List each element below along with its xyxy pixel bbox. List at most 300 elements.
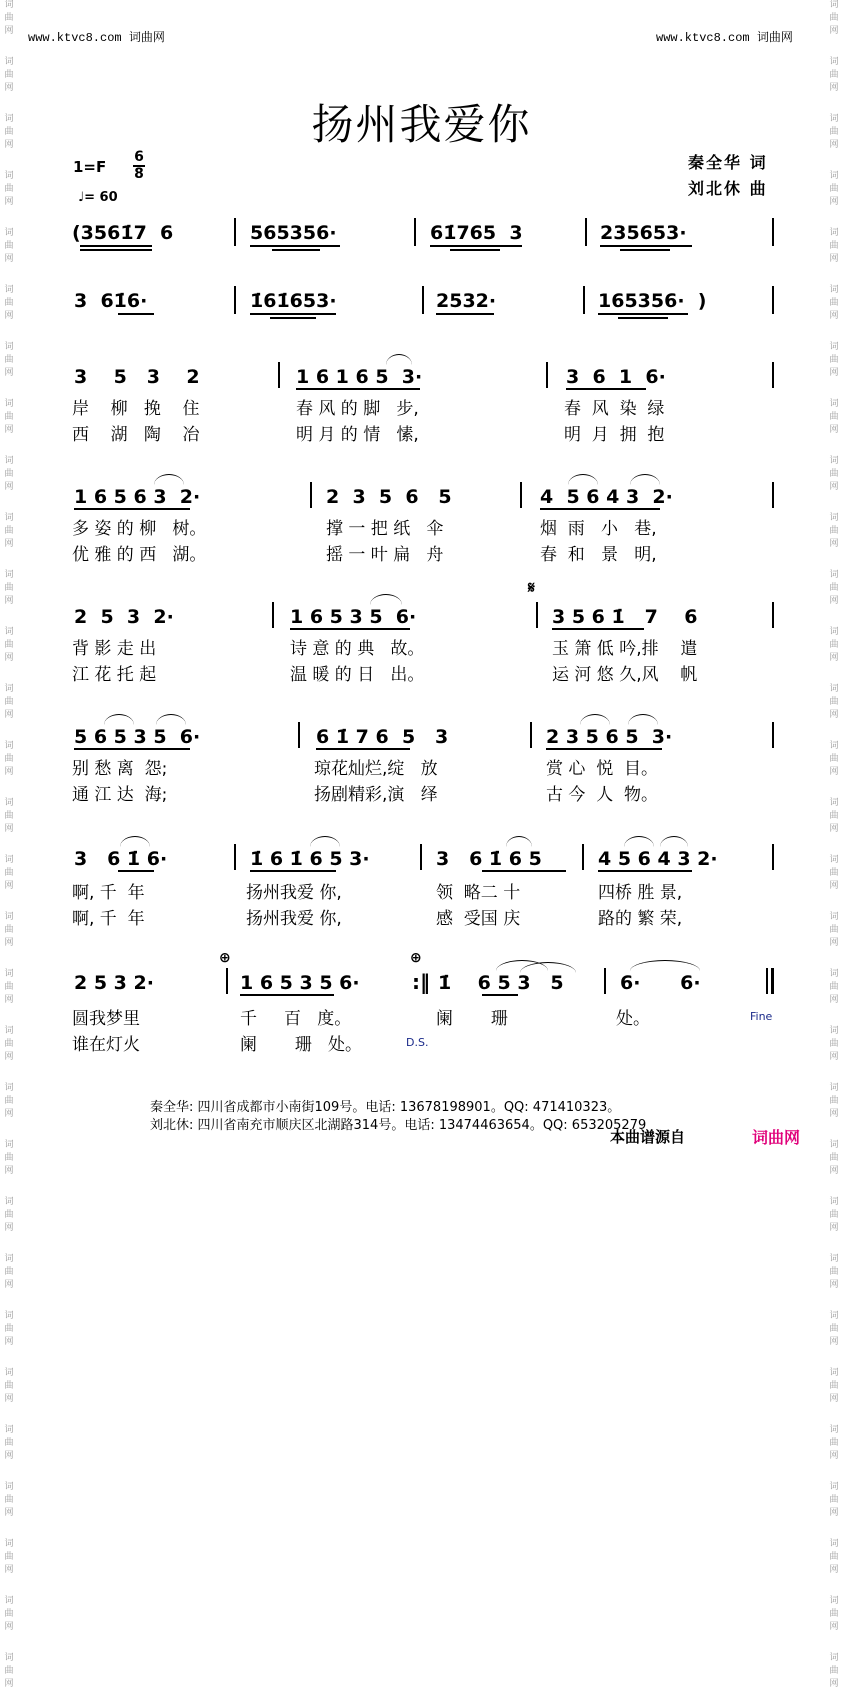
beam <box>272 249 320 251</box>
key-signature: 1=F <box>73 158 107 176</box>
barline <box>520 482 522 508</box>
watermark-glyph: 曲 <box>829 469 839 479</box>
watermark-glyph: 词 <box>829 513 839 523</box>
watermark-glyph: 曲 <box>829 1153 839 1163</box>
system3-lyric2-m3: 明 月 拥 抱 <box>564 425 665 445</box>
watermark-glyph: 词 <box>4 1197 14 1207</box>
watermark-glyph: 网 <box>829 710 839 720</box>
lyricist: 秦全华 词 <box>688 153 768 172</box>
watermark-glyph: 词 <box>829 1368 839 1378</box>
watermark-glyph: 曲 <box>4 241 14 251</box>
system5-measure2: 1 6 5 3 5 6· <box>290 606 417 628</box>
beam <box>80 245 152 247</box>
system6-lyric2-m3: 古 今 人 物。 <box>546 785 659 805</box>
barline <box>585 218 587 246</box>
watermark-glyph: 曲 <box>4 1267 14 1277</box>
watermark-glyph: 网 <box>829 1337 839 1347</box>
system3-lyric1-m3: 春 风 染 绿 <box>564 399 665 419</box>
watermark-glyph: 曲 <box>4 982 14 992</box>
watermark-gap <box>2 666 16 682</box>
system8-measure4: 6· 6· <box>620 972 701 994</box>
beam <box>316 748 410 750</box>
watermark-glyph: 词 <box>4 741 14 751</box>
watermark-glyph: 网 <box>829 1280 839 1290</box>
barline <box>536 602 538 628</box>
system7-measure2: 1̇ 6 1̇ 6 5 3· <box>250 848 370 870</box>
watermark-glyph: 曲 <box>829 583 839 593</box>
composer: 刘北休 曲 <box>688 179 768 198</box>
tie <box>630 960 700 971</box>
watermark-glyph: 词 <box>4 513 14 523</box>
watermark-glyph: 词 <box>829 741 839 751</box>
watermark-glyph: 网 <box>4 767 14 777</box>
system5-lyric2-m1: 江 花 托 起 <box>72 665 157 685</box>
final-barline-thin <box>766 968 768 994</box>
watermark-gap <box>827 1293 841 1309</box>
watermark-glyph: 曲 <box>829 754 839 764</box>
watermark-glyph: 网 <box>4 1223 14 1233</box>
system6-lyric1-m2: 琼花灿烂,绽 放 <box>314 759 438 779</box>
beam <box>436 313 494 315</box>
watermark-glyph: 网 <box>829 824 839 834</box>
watermark-glyph: 词 <box>829 1026 839 1036</box>
system7-lyric1-m1: 啊, 千 年 <box>72 883 145 903</box>
watermark-glyph: 词 <box>829 1311 839 1321</box>
system2-measure4: 165356· ) <box>598 290 707 312</box>
system3-lyric1-m2: 春 风 的 脚 步, <box>296 399 419 419</box>
barline <box>772 844 774 870</box>
system7-lyric2-m3: 感 受国 庆 <box>436 909 521 929</box>
watermark-glyph: 曲 <box>829 355 839 365</box>
system3-measure2: 1 6 1 6 5 3· <box>296 366 423 388</box>
watermark-glyph: 词 <box>4 627 14 637</box>
system5-lyric1-m2: 诗 意 的 典 故。 <box>290 639 425 659</box>
site-url-right[interactable]: www.ktvc8.com 词曲网 <box>656 31 793 45</box>
watermark-glyph: 曲 <box>4 1438 14 1448</box>
slur <box>630 474 660 485</box>
watermark-gap <box>827 153 841 169</box>
watermark-gap <box>827 1065 841 1081</box>
watermark-glyph: 曲 <box>4 1381 14 1391</box>
system8-lyric2-m2: 阑 珊 处。 <box>240 1035 363 1055</box>
barline <box>278 362 280 388</box>
watermark-gap <box>827 894 841 910</box>
watermark-glyph: 曲 <box>829 70 839 80</box>
system4-measure1: 1 6 5 6 3 2· <box>74 486 201 508</box>
watermark-glyph: 词 <box>829 171 839 181</box>
watermark-gap <box>827 438 841 454</box>
watermark-glyph: 曲 <box>829 184 839 194</box>
watermark-glyph: 曲 <box>4 811 14 821</box>
beam <box>118 870 154 872</box>
system1-measure1: (3561̇7 6 <box>72 222 174 244</box>
beam <box>74 748 190 750</box>
watermark-gap <box>2 39 16 55</box>
watermark-glyph: 词 <box>4 171 14 181</box>
watermark-glyph: 网 <box>4 83 14 93</box>
watermark-glyph: 词 <box>829 57 839 67</box>
system2-measure3: 2532· <box>436 290 497 312</box>
watermark-glyph: 网 <box>4 368 14 378</box>
watermark-glyph: 词 <box>4 342 14 352</box>
beam <box>598 870 692 872</box>
system4-lyric1-m2: 撑 一 把 纸 伞 <box>326 519 444 539</box>
watermark-glyph: 网 <box>829 1451 839 1461</box>
watermark-glyph: 曲 <box>829 1096 839 1106</box>
watermark-gap <box>2 495 16 511</box>
watermark-glyph: 网 <box>4 1451 14 1461</box>
system8-lyric1-m4: 处。 <box>616 1009 650 1029</box>
watermark-gap <box>2 552 16 568</box>
watermark-gap <box>2 1236 16 1252</box>
watermark-glyph: 曲 <box>4 526 14 536</box>
slur <box>568 474 598 485</box>
system7-measure1: 3 6 1̇ 6· <box>74 848 168 870</box>
watermark-glyph: 网 <box>829 140 839 150</box>
watermark-glyph: 网 <box>829 1622 839 1632</box>
watermark-glyph: 网 <box>4 881 14 891</box>
watermark-glyph: 词 <box>829 627 839 637</box>
watermark-glyph: 网 <box>829 539 839 549</box>
watermark-glyph: 网 <box>4 539 14 549</box>
watermark-gap <box>2 1179 16 1195</box>
slur <box>660 836 688 847</box>
beam <box>598 313 688 315</box>
watermark-glyph: 网 <box>829 1109 839 1119</box>
barline <box>414 218 416 246</box>
coda-mark: ⊕ <box>219 950 231 966</box>
watermark-glyph: 网 <box>4 1394 14 1404</box>
slur <box>628 714 658 725</box>
watermark-glyph: 词 <box>4 114 14 124</box>
barline <box>772 218 774 246</box>
watermark-glyph: 词 <box>4 855 14 865</box>
slur <box>506 836 532 847</box>
watermark-glyph: 网 <box>4 425 14 435</box>
watermark-glyph: 曲 <box>4 697 14 707</box>
watermark-glyph: 词 <box>4 1653 14 1663</box>
ds-mark: D.S. <box>406 1036 429 1049</box>
watermark-glyph: 网 <box>829 368 839 378</box>
watermark-gap <box>2 210 16 226</box>
watermark-glyph: 曲 <box>4 1666 14 1676</box>
watermark-glyph: 曲 <box>829 1438 839 1448</box>
system6-measure3: 2 3 5 6 5 3· <box>546 726 673 748</box>
watermark-glyph: 网 <box>829 311 839 321</box>
watermark-gap <box>2 609 16 625</box>
beam <box>482 994 518 996</box>
watermark-gap <box>827 1122 841 1138</box>
barline <box>582 844 584 870</box>
watermark-glyph: 曲 <box>829 640 839 650</box>
watermark-glyph: 词 <box>4 228 14 238</box>
watermark-glyph: 曲 <box>4 70 14 80</box>
watermark-glyph: 网 <box>4 1337 14 1347</box>
watermark-glyph: 网 <box>829 83 839 93</box>
time-signature <box>133 150 145 182</box>
watermark-gap <box>827 1521 841 1537</box>
watermark-gap <box>2 1521 16 1537</box>
beam <box>600 245 692 247</box>
watermark-gap <box>827 1464 841 1480</box>
watermark-gap <box>2 1293 16 1309</box>
slur <box>310 836 340 847</box>
watermark-glyph: 词 <box>4 1539 14 1549</box>
watermark-glyph: 网 <box>4 26 14 36</box>
system1-measure4: 235653· <box>600 222 687 244</box>
watermark-glyph: 网 <box>829 881 839 891</box>
watermark-gap <box>2 1692 16 1708</box>
watermark-glyph: 曲 <box>829 1552 839 1562</box>
watermark-glyph: 词 <box>829 285 839 295</box>
barline <box>772 482 774 508</box>
watermark-glyph: 词 <box>829 399 839 409</box>
watermark-glyph: 网 <box>4 1508 14 1518</box>
watermark-glyph: 曲 <box>4 754 14 764</box>
watermark-glyph: 曲 <box>4 13 14 23</box>
system4-measure2: 2 3 5 6 5 <box>326 486 452 508</box>
barline <box>422 286 424 314</box>
system8-lyric2-m1: 谁在灯火 <box>72 1035 140 1055</box>
watermark-glyph: 词 <box>4 912 14 922</box>
watermark-glyph: 曲 <box>829 1381 839 1391</box>
watermark-glyph: 网 <box>4 1679 14 1689</box>
watermark-glyph: 网 <box>829 254 839 264</box>
watermark-glyph: 词 <box>829 912 839 922</box>
watermark-glyph: 曲 <box>829 1039 839 1049</box>
watermark-glyph: 词 <box>829 1482 839 1492</box>
watermark-glyph: 曲 <box>4 412 14 422</box>
watermark-glyph: 词 <box>829 1140 839 1150</box>
watermark-glyph: 网 <box>4 1109 14 1119</box>
watermark-gap <box>2 381 16 397</box>
watermark-gap <box>827 1179 841 1195</box>
watermark-glyph: 曲 <box>829 697 839 707</box>
watermark-glyph: 网 <box>4 995 14 1005</box>
beam <box>80 249 152 251</box>
watermark-glyph: 词 <box>829 1425 839 1435</box>
watermark-glyph: 曲 <box>4 184 14 194</box>
beam <box>430 245 522 247</box>
watermark-glyph: 网 <box>4 938 14 948</box>
system1-measure2: 565356· <box>250 222 337 244</box>
watermark-gap <box>2 780 16 796</box>
right-watermark-strip <box>827 0 841 1689</box>
watermark-glyph: 网 <box>829 1565 839 1575</box>
beam <box>270 317 316 319</box>
watermark-glyph: 曲 <box>829 1495 839 1505</box>
watermark-gap <box>827 780 841 796</box>
system3-lyric2-m2: 明 月 的 情 愫, <box>296 425 419 445</box>
beam <box>552 628 644 630</box>
watermark-glyph: 词 <box>829 969 839 979</box>
watermark-glyph: 曲 <box>829 127 839 137</box>
watermark-glyph: 网 <box>4 482 14 492</box>
watermark-gap <box>2 951 16 967</box>
tempo-value: = 60 <box>84 190 118 205</box>
watermark-glyph: 网 <box>829 596 839 606</box>
barline <box>234 218 236 246</box>
system5-measure1: 2 5 3 2· <box>74 606 174 628</box>
watermark-gap <box>2 1350 16 1366</box>
watermark-gap <box>827 267 841 283</box>
watermark-gap <box>827 1350 841 1366</box>
system5-lyric2-m3: 运 河 悠 久,风 帆 <box>552 665 698 685</box>
barline <box>772 722 774 748</box>
system2-measure1: 3 61̇6· <box>74 290 148 312</box>
watermark-glyph: 曲 <box>829 868 839 878</box>
watermark-glyph: 曲 <box>829 1666 839 1676</box>
system6-measure2: 6 1̇ 7 6 5 3 <box>316 726 449 748</box>
watermark-gap <box>2 1008 16 1024</box>
beam <box>566 388 646 390</box>
watermark-glyph: 网 <box>829 197 839 207</box>
beam <box>450 249 500 251</box>
watermark-glyph: 词 <box>4 456 14 466</box>
system1-measure3: 61̇765 3 <box>430 222 523 244</box>
watermark-glyph: 词 <box>4 684 14 694</box>
barline <box>272 602 274 628</box>
system3-lyric1-m1: 岸 柳 挽 住 <box>72 399 200 419</box>
system8-lyric1-m1: 圆我梦里 <box>72 1009 140 1029</box>
watermark-glyph: 曲 <box>4 925 14 935</box>
watermark-glyph: 曲 <box>4 1495 14 1505</box>
system8-measure3: 1̇ 6 5 3 5 <box>438 972 564 994</box>
watermark-glyph: 曲 <box>4 1609 14 1619</box>
watermark-glyph: 曲 <box>4 583 14 593</box>
watermark-glyph: 网 <box>4 197 14 207</box>
system5-lyric1-m1: 背 影 走 出 <box>72 639 157 659</box>
watermark-gap <box>827 951 841 967</box>
watermark-glyph: 曲 <box>829 982 839 992</box>
watermark-glyph: 曲 <box>829 1267 839 1277</box>
barline <box>772 286 774 314</box>
watermark-glyph: 网 <box>829 995 839 1005</box>
beam <box>250 245 340 247</box>
system8-measure1: 2 5 3 2· <box>74 972 154 994</box>
system6-lyric2-m1: 通 江 达 海; <box>72 785 168 805</box>
watermark-glyph: 曲 <box>4 469 14 479</box>
watermark-glyph: 网 <box>829 26 839 36</box>
watermark-glyph: 网 <box>829 1052 839 1062</box>
watermark-gap <box>827 324 841 340</box>
watermark-glyph: 词 <box>4 570 14 580</box>
watermark-glyph: 网 <box>829 653 839 663</box>
watermark-glyph: 词 <box>4 1596 14 1606</box>
watermark-gap <box>827 609 841 625</box>
watermark-glyph: 网 <box>829 938 839 948</box>
watermark-glyph: 网 <box>4 824 14 834</box>
watermark-glyph: 词 <box>829 342 839 352</box>
watermark-glyph: 词 <box>829 228 839 238</box>
system7-measure4: 4 5 6 4 3 2· <box>598 848 718 870</box>
time-top: 6 <box>134 149 144 165</box>
barline <box>234 286 236 314</box>
time-bottom: 8 <box>134 165 144 182</box>
watermark-glyph: 网 <box>4 1052 14 1062</box>
beam <box>296 388 420 390</box>
system2-measure2: 1̇61̇653· <box>250 290 337 312</box>
watermark-gap <box>2 153 16 169</box>
system8-lyric1-m3: 阑 珊 <box>436 1009 508 1029</box>
system7-lyric1-m3: 领 略二 十 <box>436 883 521 903</box>
watermark-glyph: 曲 <box>4 127 14 137</box>
system4-measure3: 4 5 6 4 3 2· <box>540 486 673 508</box>
watermark-glyph: 曲 <box>829 13 839 23</box>
beam <box>240 994 334 996</box>
system6-lyric2-m2: 扬剧精彩,演 绎 <box>314 785 438 805</box>
watermark-glyph: 曲 <box>829 811 839 821</box>
watermark-glyph: 网 <box>829 1508 839 1518</box>
watermark-glyph: 曲 <box>4 1324 14 1334</box>
watermark-glyph: 曲 <box>4 1552 14 1562</box>
brand-logo[interactable]: 词曲网 <box>752 1128 801 1147</box>
slur <box>624 836 654 847</box>
watermark-glyph: 曲 <box>829 1609 839 1619</box>
watermark-glyph: 网 <box>829 1223 839 1233</box>
watermark-gap <box>827 39 841 55</box>
slur <box>104 714 134 725</box>
watermark-gap <box>827 1578 841 1594</box>
system7-lyric2-m1: 啊, 千 年 <box>72 909 145 929</box>
system5-lyric1-m3: 玉 箫 低 吟,排 遣 <box>552 639 698 659</box>
watermark-glyph: 词 <box>829 1083 839 1093</box>
system4-lyric2-m2: 摇 一 叶 扁 舟 <box>326 545 444 565</box>
watermark-gap <box>2 837 16 853</box>
system4-lyric1-m3: 烟 雨 小 巷, <box>540 519 657 539</box>
system4-lyric1-m1: 多 姿 的 柳 树。 <box>72 519 207 539</box>
watermark-glyph: 曲 <box>4 298 14 308</box>
watermark-glyph: 词 <box>829 1539 839 1549</box>
barline <box>546 362 548 388</box>
site-url-left[interactable]: www.ktvc8.com 词曲网 <box>28 31 165 45</box>
watermark-gap <box>827 1407 841 1423</box>
watermark-glyph: 曲 <box>4 1039 14 1049</box>
watermark-glyph: 网 <box>4 140 14 150</box>
watermark-gap <box>827 666 841 682</box>
watermark-glyph: 曲 <box>4 355 14 365</box>
watermark-gap <box>2 894 16 910</box>
watermark-glyph: 曲 <box>829 1324 839 1334</box>
watermark-glyph: 词 <box>4 969 14 979</box>
watermark-glyph: 词 <box>4 0 14 10</box>
barline <box>604 968 606 994</box>
watermark-glyph: 词 <box>829 855 839 865</box>
watermark-glyph: 曲 <box>4 868 14 878</box>
watermark-glyph: 词 <box>829 1197 839 1207</box>
slur <box>370 594 402 605</box>
beam <box>482 870 566 872</box>
final-barline-thick <box>771 968 774 994</box>
beam <box>74 508 190 510</box>
watermark-glyph: 曲 <box>829 241 839 251</box>
source-label: 本曲谱源自 <box>610 1128 686 1146</box>
watermark-gap <box>2 1122 16 1138</box>
watermark-glyph: 网 <box>829 767 839 777</box>
watermark-glyph: 词 <box>829 0 839 10</box>
watermark-glyph: 词 <box>4 1311 14 1321</box>
watermark-glyph: 曲 <box>829 1210 839 1220</box>
barline <box>772 362 774 388</box>
watermark-glyph: 词 <box>4 399 14 409</box>
system7-lyric1-m2: 扬州我爱 你, <box>246 883 342 903</box>
watermark-gap <box>2 1578 16 1594</box>
watermark-glyph: 词 <box>4 798 14 808</box>
beam <box>250 313 336 315</box>
watermark-gap <box>2 723 16 739</box>
barline <box>234 844 236 870</box>
system4-lyric2-m3: 春 和 景 明, <box>540 545 657 565</box>
